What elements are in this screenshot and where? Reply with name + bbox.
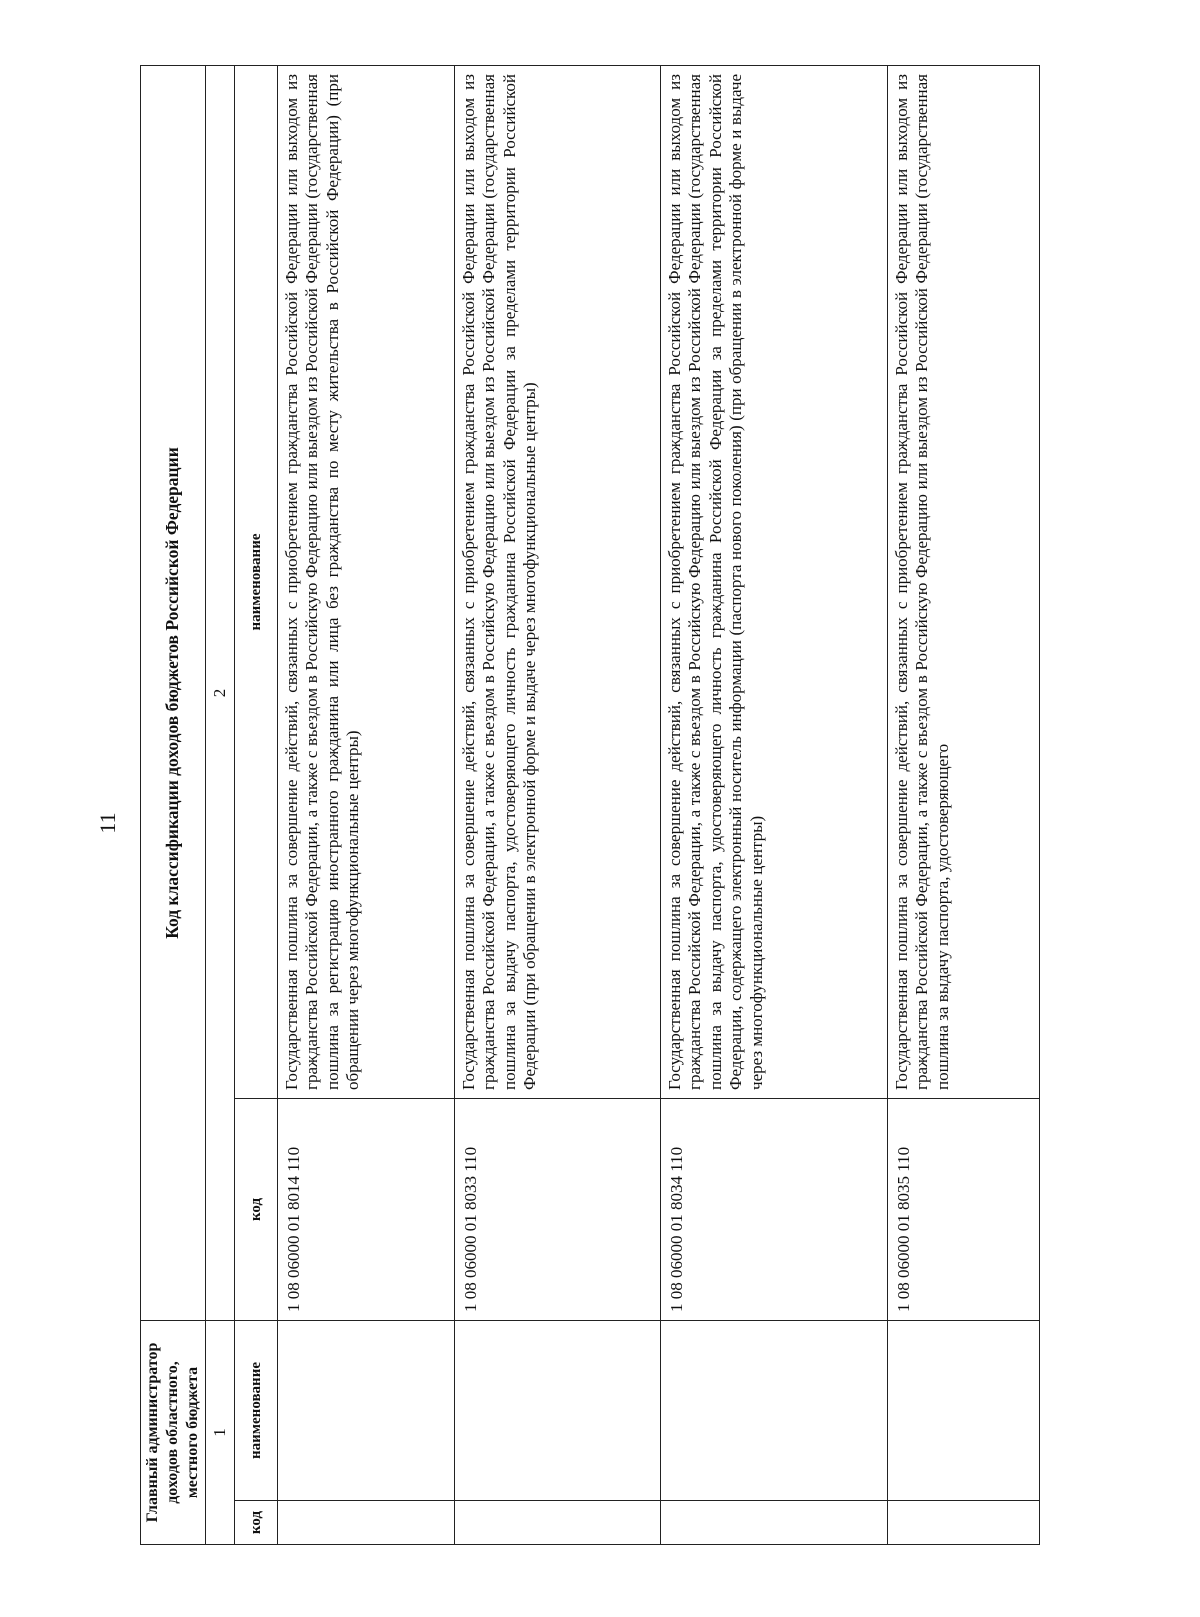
income-code-cell: 1 08 06000 01 8014 110 bbox=[278, 1098, 455, 1320]
income-classification-table bbox=[140, 65, 1040, 1545]
admin-header: Главный администратор доходов областного, местного бюджета bbox=[141, 1320, 206, 1544]
subheader-name-2: наименование bbox=[235, 66, 278, 1099]
income-name-cell: Государственная пошлина за совершение действий, связанных с приобретением гражданства Российской Федерации или выходом из гражданства Российской Федерации, а также с въездом в Российскую Федерацию или выездом из Российской Федерации (государственная пошлина за выдачу паспорта, удостоверяющего личность гражданина Российской Федерации за пределами территории Российской Федерации, содержащего электронный носитель информации (паспорта нового поколения) (при обращении в электронной форме и выдаче через многофункциональные центры) bbox=[661, 66, 888, 1099]
subheader-code-1: код bbox=[235, 1501, 278, 1545]
admin-name-cell bbox=[455, 1320, 661, 1500]
admin-code-cell bbox=[661, 1501, 888, 1545]
income-code-cell: 1 08 06000 01 8034 110 bbox=[661, 1098, 888, 1320]
income-code-cell: 1 08 06000 01 8033 110 bbox=[455, 1098, 661, 1320]
admin-name-cell bbox=[888, 1320, 1040, 1500]
subheader-name-1: наименование bbox=[235, 1320, 278, 1500]
classification-header: Код классификации доходов бюджетов Российской Федерации bbox=[141, 66, 206, 1321]
income-name-cell: Государственная пошлина за совершение действий, связанных с приобретением гражданства Российской Федерации или выходом из гражданства Российской Федерации, а также с въездом в Российскую Федерацию или выездом из Российской Федерации (государственная пошлина за выдачу паспорта, удостоверяющего личность гражданина Российской Федерации за пределами территории Российской Федерации (при обращении в электронной форме и выдаче через многофункциональные центры) bbox=[455, 66, 661, 1099]
table-row bbox=[278, 66, 455, 1545]
column-number-2: 2 bbox=[206, 66, 235, 1321]
table-row bbox=[888, 66, 1040, 1545]
admin-name-cell bbox=[661, 1320, 888, 1500]
subheader-code-2: код bbox=[235, 1098, 278, 1320]
admin-code-cell bbox=[455, 1501, 661, 1545]
table-row bbox=[455, 66, 661, 1545]
column-number-1: 1 bbox=[206, 1320, 235, 1544]
table-row bbox=[661, 66, 888, 1545]
income-code-cell: 1 08 06000 01 8035 110 bbox=[888, 1098, 1040, 1320]
income-name-cell: Государственная пошлина за совершение действий, связанных с приобретением гражданства Российской Федерации или выходом из гражданства Российской Федерации, а также с въездом в Российскую Федерацию или выездом из Российской Федерации (государственная пошлина за выдачу паспорта, удостоверяющего bbox=[888, 66, 1040, 1099]
page-number: 11 bbox=[95, 812, 120, 834]
income-name-cell: Государственная пошлина за совершение действий, связанных с приобретением гражданства Российской Федерации или выходом из гражданства Российской Федерации, а также с въездом в Российскую Федерацию или выездом из Российской Федерации (государственная пошлина за регистрацию иностранного гражданина или лица без гражданства по месту жительства в Российской Федерации) (при обращении через многофункциональные центры) bbox=[278, 66, 455, 1099]
rotated-table-container bbox=[140, 65, 1040, 1545]
admin-name-cell bbox=[278, 1320, 455, 1500]
admin-code-cell bbox=[888, 1501, 1040, 1545]
admin-code-cell bbox=[278, 1501, 455, 1545]
